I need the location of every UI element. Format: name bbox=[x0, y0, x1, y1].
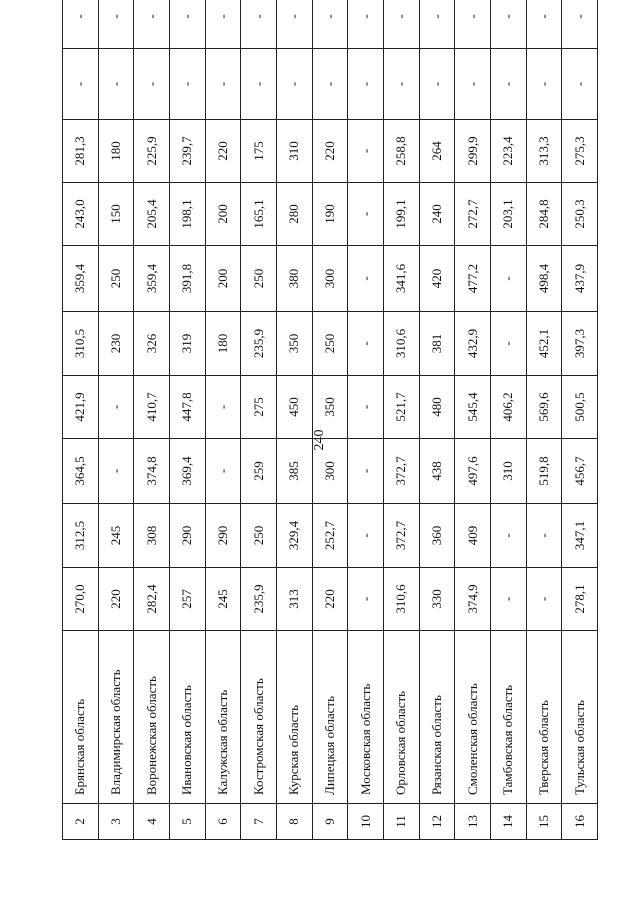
region-name: Ивановская область bbox=[169, 631, 205, 804]
value-cell: 180 bbox=[205, 312, 241, 376]
region-name: Воронежская область bbox=[134, 631, 170, 804]
value-cell: - bbox=[348, 312, 384, 376]
value-cell: 369,4 bbox=[169, 439, 205, 504]
value-cell: - bbox=[526, 0, 562, 49]
value-cell: 270,0 bbox=[63, 568, 99, 631]
value-cell: - bbox=[526, 504, 562, 568]
value-cell: 284,8 bbox=[526, 183, 562, 246]
value-cell: 275 bbox=[241, 376, 277, 439]
value-cell: - bbox=[348, 0, 384, 49]
value-cell: - bbox=[205, 0, 241, 49]
value-cell: 438 bbox=[419, 439, 455, 504]
value-cell: 275,3 bbox=[562, 120, 598, 183]
value-cell: 198,1 bbox=[169, 183, 205, 246]
value-cell: 364,5 bbox=[63, 439, 99, 504]
table-row bbox=[169, 0, 205, 840]
value-cell: 243,0 bbox=[63, 183, 99, 246]
value-cell: 391,8 bbox=[169, 246, 205, 312]
row-number: 8 bbox=[276, 804, 312, 840]
value-cell: 240 bbox=[419, 183, 455, 246]
value-cell: 545,4 bbox=[455, 376, 491, 439]
row-number: 6 bbox=[205, 804, 241, 840]
value-cell: 252,7 bbox=[312, 504, 348, 568]
value-cell: 175 bbox=[241, 120, 277, 183]
table-row bbox=[205, 0, 241, 840]
value-cell: 385 bbox=[276, 439, 312, 504]
table-row bbox=[134, 0, 170, 840]
value-cell: 500,5 bbox=[562, 376, 598, 439]
table-row bbox=[98, 0, 134, 840]
value-cell: 347,1 bbox=[562, 504, 598, 568]
value-cell: 258,8 bbox=[383, 120, 419, 183]
value-cell: - bbox=[205, 376, 241, 439]
value-cell: 359,4 bbox=[63, 246, 99, 312]
table-body bbox=[63, 0, 598, 840]
table-row bbox=[276, 0, 312, 840]
row-number: 15 bbox=[526, 804, 562, 840]
value-cell: 272,7 bbox=[455, 183, 491, 246]
region-name: Курская область bbox=[276, 631, 312, 804]
value-cell: 330 bbox=[419, 568, 455, 631]
value-cell: 180 bbox=[98, 120, 134, 183]
value-cell: 381 bbox=[419, 312, 455, 376]
value-cell: 278,1 bbox=[562, 568, 598, 631]
value-cell: - bbox=[490, 312, 526, 376]
value-cell: - bbox=[383, 49, 419, 120]
value-cell: - bbox=[276, 49, 312, 120]
value-cell: 569,6 bbox=[526, 376, 562, 439]
row-number: 12 bbox=[419, 804, 455, 840]
value-cell: 360 bbox=[419, 504, 455, 568]
value-cell: 310,6 bbox=[383, 312, 419, 376]
value-cell: 205,4 bbox=[134, 183, 170, 246]
value-cell: - bbox=[312, 49, 348, 120]
value-cell: - bbox=[490, 568, 526, 631]
row-number: 4 bbox=[134, 804, 170, 840]
value-cell: 250 bbox=[241, 504, 277, 568]
value-cell: 519,8 bbox=[526, 439, 562, 504]
value-cell: - bbox=[455, 0, 491, 49]
row-number: 16 bbox=[562, 804, 598, 840]
value-cell: 480 bbox=[419, 376, 455, 439]
value-cell: 282,4 bbox=[134, 568, 170, 631]
value-cell: 432,9 bbox=[455, 312, 491, 376]
value-cell: - bbox=[490, 0, 526, 49]
value-cell: 437,9 bbox=[562, 246, 598, 312]
value-cell: - bbox=[241, 0, 277, 49]
value-cell: 220 bbox=[98, 568, 134, 631]
value-cell: - bbox=[490, 246, 526, 312]
row-number: 13 bbox=[455, 804, 491, 840]
value-cell: - bbox=[169, 49, 205, 120]
value-cell: 313 bbox=[276, 568, 312, 631]
row-number: 2 bbox=[63, 804, 99, 840]
value-cell: - bbox=[98, 376, 134, 439]
table-row bbox=[312, 0, 348, 840]
region-name: Тульская область bbox=[562, 631, 598, 804]
value-cell: 245 bbox=[98, 504, 134, 568]
value-cell: 406,2 bbox=[490, 376, 526, 439]
value-cell: - bbox=[348, 49, 384, 120]
region-name: Калужская область bbox=[205, 631, 241, 804]
value-cell: 312,5 bbox=[63, 504, 99, 568]
value-cell: 290 bbox=[205, 504, 241, 568]
value-cell: - bbox=[348, 568, 384, 631]
value-cell: 281,3 bbox=[63, 120, 99, 183]
value-cell: - bbox=[348, 120, 384, 183]
value-cell: 239,7 bbox=[169, 120, 205, 183]
region-name: Рязанская область bbox=[419, 631, 455, 804]
value-cell: 310,6 bbox=[383, 568, 419, 631]
value-cell: 310 bbox=[490, 439, 526, 504]
value-cell: - bbox=[348, 183, 384, 246]
row-number: 7 bbox=[241, 804, 277, 840]
value-cell: 199,1 bbox=[383, 183, 419, 246]
value-cell: - bbox=[348, 439, 384, 504]
table-row bbox=[419, 0, 455, 840]
value-cell: 521,7 bbox=[383, 376, 419, 439]
row-number: 3 bbox=[98, 804, 134, 840]
region-name: Смоленская область bbox=[455, 631, 491, 804]
table-row bbox=[562, 0, 598, 840]
value-cell: 225,9 bbox=[134, 120, 170, 183]
region-name: Липецкая область bbox=[312, 631, 348, 804]
value-cell: 409 bbox=[455, 504, 491, 568]
value-cell: 374,8 bbox=[134, 439, 170, 504]
value-cell: 374,9 bbox=[455, 568, 491, 631]
value-cell: 259 bbox=[241, 439, 277, 504]
row-number: 5 bbox=[169, 804, 205, 840]
value-cell: 245 bbox=[205, 568, 241, 631]
page-number: 240 bbox=[312, 429, 327, 451]
value-cell: 497,6 bbox=[455, 439, 491, 504]
value-cell: 235,9 bbox=[241, 568, 277, 631]
table-row bbox=[490, 0, 526, 840]
row-number: 11 bbox=[383, 804, 419, 840]
value-cell: 300 bbox=[312, 439, 348, 504]
value-cell: 250 bbox=[241, 246, 277, 312]
value-cell: 200 bbox=[205, 183, 241, 246]
table-row bbox=[526, 0, 562, 840]
value-cell: 420 bbox=[419, 246, 455, 312]
region-name: Орловская область bbox=[383, 631, 419, 804]
region-name: Тамбовская область bbox=[490, 631, 526, 804]
value-cell: 250 bbox=[98, 246, 134, 312]
value-cell: 290 bbox=[169, 504, 205, 568]
value-cell: - bbox=[526, 49, 562, 120]
value-cell: 397,3 bbox=[562, 312, 598, 376]
price-table bbox=[62, 0, 598, 840]
value-cell: 313,3 bbox=[526, 120, 562, 183]
value-cell: 498,4 bbox=[526, 246, 562, 312]
value-cell: - bbox=[562, 49, 598, 120]
value-cell: 380 bbox=[276, 246, 312, 312]
region-name: Костромская область bbox=[241, 631, 277, 804]
region-name: Московская область bbox=[348, 631, 384, 804]
table-row bbox=[383, 0, 419, 840]
value-cell: 447,8 bbox=[169, 376, 205, 439]
value-cell: - bbox=[348, 376, 384, 439]
value-cell: - bbox=[241, 49, 277, 120]
value-cell: 190 bbox=[312, 183, 348, 246]
value-cell: 477,2 bbox=[455, 246, 491, 312]
value-cell: 450 bbox=[276, 376, 312, 439]
value-cell: 280 bbox=[276, 183, 312, 246]
value-cell: - bbox=[134, 49, 170, 120]
value-cell: - bbox=[526, 568, 562, 631]
value-cell: - bbox=[490, 504, 526, 568]
value-cell: - bbox=[348, 504, 384, 568]
value-cell: - bbox=[419, 49, 455, 120]
value-cell: 165,1 bbox=[241, 183, 277, 246]
value-cell: 329,4 bbox=[276, 504, 312, 568]
table-row bbox=[348, 0, 384, 840]
value-cell: 250,3 bbox=[562, 183, 598, 246]
value-cell: - bbox=[134, 0, 170, 49]
value-cell: 456,7 bbox=[562, 439, 598, 504]
rotated-table-container bbox=[62, 14, 598, 840]
value-cell: 299,9 bbox=[455, 120, 491, 183]
value-cell: - bbox=[98, 439, 134, 504]
value-cell: - bbox=[63, 49, 99, 120]
value-cell: 220 bbox=[312, 120, 348, 183]
value-cell: 300 bbox=[312, 246, 348, 312]
value-cell: 200 bbox=[205, 246, 241, 312]
value-cell: 223,4 bbox=[490, 120, 526, 183]
value-cell: 150 bbox=[98, 183, 134, 246]
value-cell: 310 bbox=[276, 120, 312, 183]
value-cell: 308 bbox=[134, 504, 170, 568]
value-cell: - bbox=[205, 49, 241, 120]
table-row bbox=[455, 0, 491, 840]
value-cell: 341,6 bbox=[383, 246, 419, 312]
value-cell: 326 bbox=[134, 312, 170, 376]
value-cell: 372,7 bbox=[383, 504, 419, 568]
value-cell: - bbox=[348, 246, 384, 312]
region-name: Брянская область bbox=[63, 631, 99, 804]
table-row bbox=[63, 0, 99, 840]
value-cell: 359,4 bbox=[134, 246, 170, 312]
value-cell: 421,9 bbox=[63, 376, 99, 439]
value-cell: 250 bbox=[312, 312, 348, 376]
table-row bbox=[241, 0, 277, 840]
value-cell: - bbox=[63, 0, 99, 49]
value-cell: 235,9 bbox=[241, 312, 277, 376]
region-name: Тверская область bbox=[526, 631, 562, 804]
value-cell: - bbox=[419, 0, 455, 49]
value-cell: 203,1 bbox=[490, 183, 526, 246]
value-cell: - bbox=[562, 0, 598, 49]
value-cell: 257 bbox=[169, 568, 205, 631]
value-cell: 372,7 bbox=[383, 439, 419, 504]
value-cell: - bbox=[205, 439, 241, 504]
region-name: Владимирская область bbox=[98, 631, 134, 804]
value-cell: 410,7 bbox=[134, 376, 170, 439]
value-cell: - bbox=[312, 0, 348, 49]
value-cell: 220 bbox=[205, 120, 241, 183]
row-number: 14 bbox=[490, 804, 526, 840]
value-cell: 319 bbox=[169, 312, 205, 376]
row-number: 9 bbox=[312, 804, 348, 840]
value-cell: - bbox=[490, 49, 526, 120]
value-cell: 264 bbox=[419, 120, 455, 183]
value-cell: - bbox=[169, 0, 205, 49]
value-cell: - bbox=[276, 0, 312, 49]
value-cell: - bbox=[455, 49, 491, 120]
value-cell: 310,5 bbox=[63, 312, 99, 376]
value-cell: 230 bbox=[98, 312, 134, 376]
value-cell: 452,1 bbox=[526, 312, 562, 376]
row-number: 10 bbox=[348, 804, 384, 840]
value-cell: 220 bbox=[312, 568, 348, 631]
value-cell: 350 bbox=[276, 312, 312, 376]
value-cell: - bbox=[98, 49, 134, 120]
value-cell: - bbox=[98, 0, 134, 49]
value-cell: - bbox=[383, 0, 419, 49]
value-cell: 350 bbox=[312, 376, 348, 439]
